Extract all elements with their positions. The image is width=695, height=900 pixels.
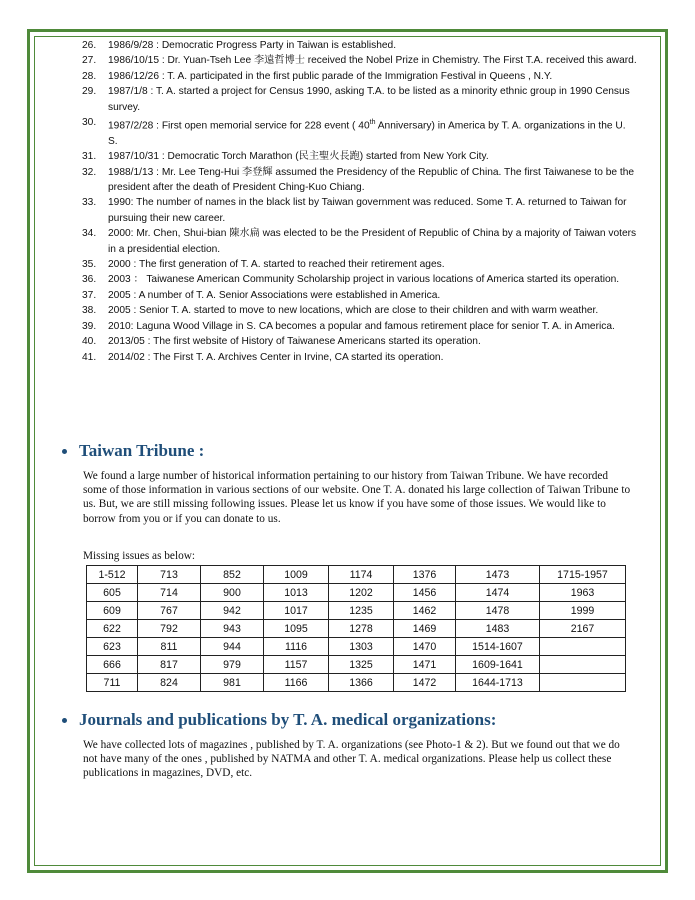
table-cell: 1471	[394, 656, 456, 674]
table-cell: 852	[201, 566, 264, 584]
timeline-item	[82, 165, 637, 196]
table-cell: 605	[87, 584, 138, 602]
table-cell: 1095	[264, 620, 329, 638]
journals-heading	[62, 710, 496, 730]
timeline-item	[82, 319, 637, 334]
table-cell: 1376	[394, 566, 456, 584]
table-cell: 811	[138, 638, 201, 656]
table-cell: 900	[201, 584, 264, 602]
table-cell: 1009	[264, 566, 329, 584]
timeline-item-text: 1988/1/13 : Mr. Lee Teng-Hui 李登輝 assumed the Presidency of the Republic of China. The first Taiwanese to be the president after the death of President Ching-Kuo Chiang.	[108, 166, 635, 194]
table-cell: 1166	[264, 674, 329, 692]
table-cell: 623	[87, 638, 138, 656]
timeline-item-text: 2014/02 : The First T. A. Archives Center in Irvine, CA started its operation.	[108, 351, 444, 363]
table-cell: 666	[87, 656, 138, 674]
table-cell: 792	[138, 620, 201, 638]
timeline-item-number: 33.	[82, 197, 97, 209]
table-cell: 1462	[394, 602, 456, 620]
timeline-item-number: 29.	[82, 86, 97, 98]
journals-paragraph: We have collected lots of magazines , published by T. A. organizations (see Photo-1 & 2). But we found out that we do not have many of the ones , published by NATMA and other T. A. medical organizations. Please help us collect these publications in magazines, DVD, etc.	[83, 739, 620, 780]
timeline-item-text: 1987/2/28 : First open memorial service for 228 event ( 40th Anniversary) in America by T. A. organizations in the U. S.	[108, 119, 626, 147]
timeline-item-text: 1986/10/15 : Dr. Yuan-Tseh Lee 李遠哲博士 received the Nobel Prize in Chemistry. The First T.A. received this award.	[108, 55, 637, 67]
table-cell: 979	[201, 656, 264, 674]
table-cell: 1456	[394, 584, 456, 602]
table-row	[87, 656, 626, 674]
table-cell: 1715-1957	[540, 566, 626, 584]
table-cell: 767	[138, 602, 201, 620]
table-cell: 943	[201, 620, 264, 638]
timeline-item-number: 36.	[82, 274, 97, 286]
missing-issues-caption: Missing issues as below:	[83, 550, 196, 562]
timeline-item-text: 1986/12/26 : T. A. participated in the first public parade of the Immigration Festival in Queens , N.Y.	[108, 70, 553, 82]
table-cell: 1202	[329, 584, 394, 602]
timeline-item-text: 2010: Laguna Wood Village in S. CA becomes a popular and famous retirement place for senior T. A. in America.	[108, 320, 615, 332]
timeline-item-number: 31.	[82, 151, 97, 163]
table-cell	[540, 656, 626, 674]
timeline-item	[82, 38, 637, 53]
table-cell: 817	[138, 656, 201, 674]
timeline-item	[82, 303, 637, 318]
timeline-item-text: 2005 : A number of T. A. Senior Associations were established in America.	[108, 289, 441, 301]
timeline-item-text: 2003 ： Taiwanese American Community Scholarship project in various locations of America started its operation.	[108, 274, 620, 286]
table-cell: 1999	[540, 602, 626, 620]
timeline-item	[82, 195, 637, 226]
timeline-item-number: 38.	[82, 305, 97, 317]
table-cell: 1017	[264, 602, 329, 620]
table-cell: 714	[138, 584, 201, 602]
table-cell: 711	[87, 674, 138, 692]
table-cell: 1473	[456, 566, 540, 584]
timeline-item-number: 34.	[82, 228, 97, 240]
timeline-item	[82, 53, 637, 68]
timeline-item	[82, 288, 637, 303]
table-cell: 713	[138, 566, 201, 584]
timeline-item	[82, 257, 637, 272]
table-cell: 1303	[329, 638, 394, 656]
timeline-item	[82, 115, 637, 149]
timeline-item-number: 40.	[82, 336, 97, 348]
timeline-item	[82, 226, 637, 257]
timeline-item-number: 41.	[82, 351, 97, 363]
table-cell: 1325	[329, 656, 394, 674]
table-cell: 609	[87, 602, 138, 620]
table-cell	[540, 638, 626, 656]
timeline-item-number: 32.	[82, 166, 97, 178]
table-cell: 1116	[264, 638, 329, 656]
tribune-heading-text: Taiwan Tribune :	[79, 441, 205, 460]
timeline-item-text: 2000 : The first generation of T. A. started to reached their retirement ages.	[108, 259, 445, 271]
timeline-item-text: 1986/9/28 : Democratic Progress Party in Taiwan is established.	[108, 40, 397, 51]
table-row	[87, 566, 626, 584]
table-cell: 1469	[394, 620, 456, 638]
timeline-item-number: 39.	[82, 320, 97, 332]
table-cell: 1470	[394, 638, 456, 656]
timeline-item-number: 37.	[82, 289, 97, 301]
table-cell	[540, 674, 626, 692]
timeline-item-number: 28.	[82, 70, 97, 82]
missing-issues-table	[86, 565, 626, 692]
timeline-list	[82, 38, 637, 365]
timeline-item-number: 30.	[82, 117, 97, 129]
journals-heading-text: Journals and publications by T. A. medical organizations:	[79, 710, 497, 729]
timeline-item-text: 1990: The number of names in the black list by Taiwan government was reduced. Some T. A. returned to Taiwan for pursuing their new career.	[108, 197, 627, 224]
timeline-item-number: 26.	[82, 40, 97, 51]
tribune-paragraph: We found a large number of historical information pertaining to our history from Taiwan Tribune. We have recorded some of those information in various sections of our website. One T. A. donated his large collection of Taiwan Tribune to us. But, we are still missing following issues. Please let us know if you have some of those issues. We would like to borrow from you or if you can donate to us.	[83, 470, 631, 525]
table-cell: 1483	[456, 620, 540, 638]
table-cell: 1478	[456, 602, 540, 620]
bullet-icon	[62, 449, 67, 454]
bullet-icon	[62, 718, 67, 723]
table-cell: 1963	[540, 584, 626, 602]
table-cell: 1157	[264, 656, 329, 674]
table-cell: 2167	[540, 620, 626, 638]
table-cell: 1-512	[87, 566, 138, 584]
table-cell: 1366	[329, 674, 394, 692]
timeline-item	[82, 350, 637, 365]
timeline-item	[82, 84, 637, 115]
table-row	[87, 584, 626, 602]
table-cell: 622	[87, 620, 138, 638]
timeline-item-text: 2013/05 : The first website of History of Taiwanese Americans started its operation.	[108, 336, 481, 348]
table-cell: 1278	[329, 620, 394, 638]
timeline-item	[82, 149, 637, 164]
table-cell: 824	[138, 674, 201, 692]
table-row	[87, 638, 626, 656]
timeline-item-number: 35.	[82, 259, 97, 271]
table-cell: 1472	[394, 674, 456, 692]
timeline-item	[82, 334, 637, 349]
tribune-heading	[62, 441, 204, 461]
table-cell: 1514-1607	[456, 638, 540, 656]
table-cell: 942	[201, 602, 264, 620]
table-cell: 1644-1713	[456, 674, 540, 692]
table-cell: 1609-1641	[456, 656, 540, 674]
table-row	[87, 602, 626, 620]
timeline-item	[82, 69, 637, 84]
table-cell: 1174	[329, 566, 394, 584]
table-cell: 1013	[264, 584, 329, 602]
table-row	[87, 674, 626, 692]
timeline-item	[82, 272, 637, 287]
timeline-item-number: 27.	[82, 55, 97, 67]
table-cell: 944	[201, 638, 264, 656]
table-cell: 1474	[456, 584, 540, 602]
timeline-item-text: 1987/10/31 : Democratic Torch Marathon (民主聖火長跑) started from New York City.	[108, 151, 489, 163]
table-cell: 1235	[329, 602, 394, 620]
timeline-item-text: 1987/1/8 : T. A. started a project for Census 1990, asking T.A. to be listed as a minority ethnic group in 1990 Census survey.	[108, 86, 630, 113]
timeline-item-text: 2005 : Senior T. A. started to move to new locations, which are close to their children and with warm weather.	[108, 305, 599, 317]
table-cell: 981	[201, 674, 264, 692]
table-row	[87, 620, 626, 638]
timeline-item-text: 2000: Mr. Chen, Shui-bian 陳水扁 was elected to be the President of Republic of China by a majority of Taiwan voters in a presidential election.	[108, 228, 637, 255]
